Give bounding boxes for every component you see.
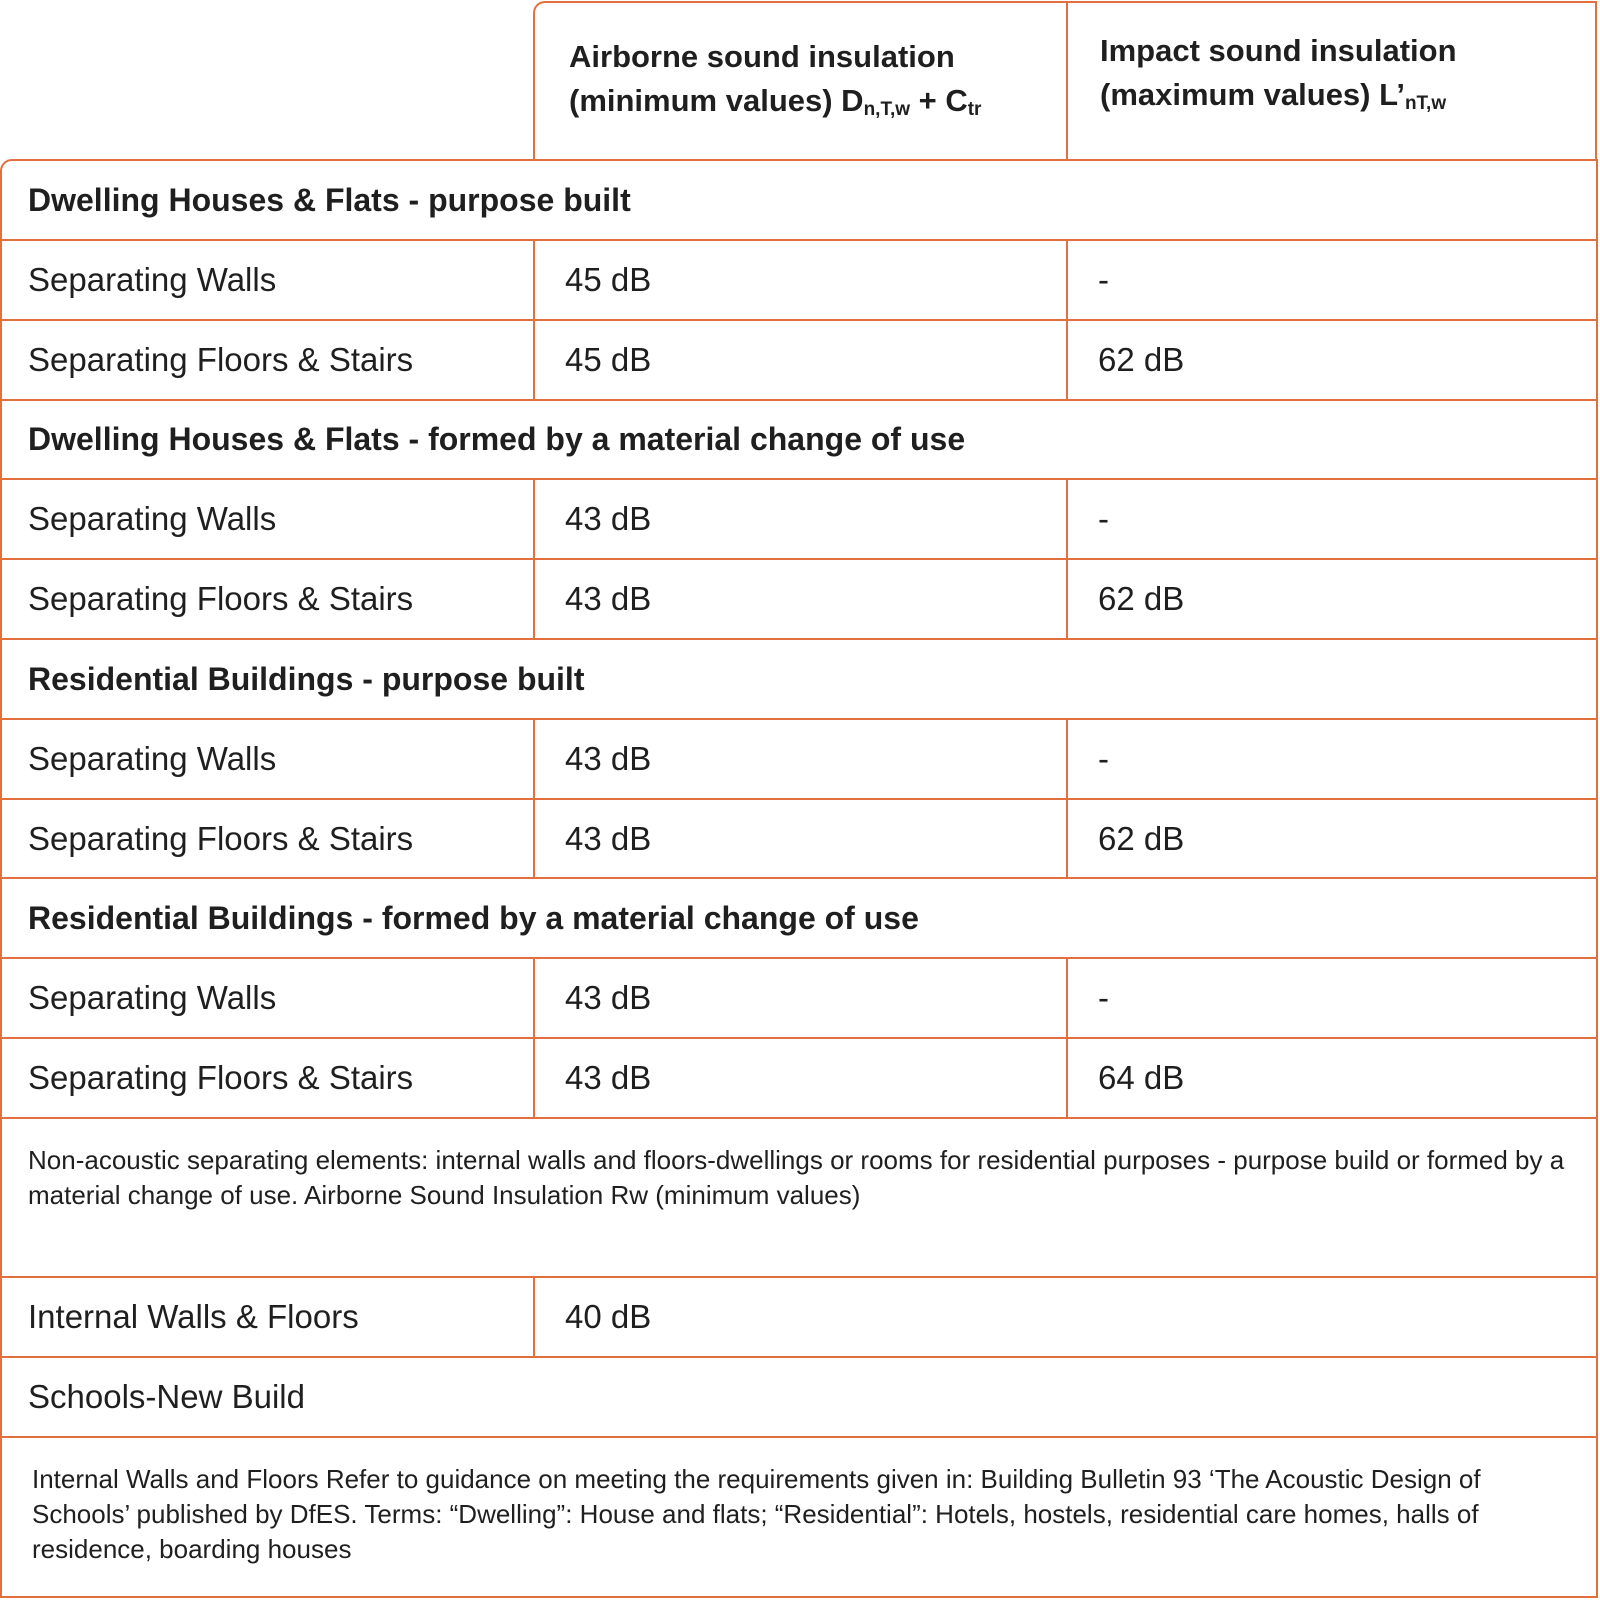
header-airborne-line2: (minimum values) $D_{n,T,w} + C_{tr}$ [569, 83, 982, 120]
row-label: Separating Floors & Stairs [2, 321, 535, 399]
row-label: Internal Walls & Floors [2, 1278, 535, 1356]
row-label: Separating Floors & Stairs [2, 1039, 535, 1117]
impact-value: - [1098, 261, 1109, 298]
impact-value: 62 dB [1098, 341, 1185, 378]
table-header [533, 1, 1597, 159]
table-row [2, 959, 1596, 1039]
note-row [2, 1119, 1596, 1278]
impact-value: 62 dB [1098, 580, 1185, 617]
airborne-value: 40 dB [565, 1298, 652, 1335]
airborne-value: 43 dB [535, 1039, 1068, 1117]
header-impact-line2: (maximum values) $L’_{nT,w}$ [1100, 77, 1447, 114]
impact-value: - [1098, 979, 1109, 1016]
row-label: Separating Walls [2, 480, 535, 558]
schools-label: Schools-New Build [28, 1378, 305, 1415]
table-row [2, 321, 1596, 401]
row-label: Separating Walls [2, 241, 535, 319]
section-row [2, 1358, 1596, 1438]
airborne-value: 43 dB [535, 800, 1068, 877]
section-row [2, 161, 1596, 241]
table-row [2, 1039, 1596, 1119]
section-title: Dwelling Houses & Flats - formed by a material change of use [28, 421, 966, 457]
table-row [2, 1278, 1596, 1358]
sound-insulation-table [0, 159, 1598, 1598]
impact-value: 62 dB [1098, 819, 1185, 857]
header-impact-line1: Impact sound insulation [1100, 33, 1457, 68]
header-impact [1100, 3, 1457, 161]
row-label: Separating Floors & Stairs [2, 800, 535, 877]
non-acoustic-note: Non-acoustic separating elements: internal walls and floors-dwellings or rooms for residential purposes - purpose build or formed by a material change of use. Airborne Sound Insulation Rw (minimum values) [28, 1145, 1565, 1210]
airborne-value: 43 dB [535, 480, 1068, 558]
row-label: Separating Floors & Stairs [2, 560, 535, 638]
impact-value: - [1098, 740, 1109, 777]
header-airborne-line1: Airborne sound insulation [569, 39, 955, 74]
section-title: Dwelling Houses & Flats - purpose built [28, 181, 631, 218]
airborne-value: 43 dB [535, 560, 1068, 638]
impact-value: 64 dB [1098, 1059, 1185, 1096]
footer-note-row [2, 1438, 1596, 1598]
header-airborne [569, 3, 981, 161]
airborne-value: 45 dB [535, 321, 1068, 399]
footer-note: Internal Walls and Floors Refer to guidance on meeting the requirements given in: Building Bulletin 93 ‘The Acoustic Design of Schools’ published by DfES. Terms: “Dwelling”: House and flats; “Residential”: Hotels, hostels, residential care homes, halls of residence, boarding houses [32, 1464, 1481, 1564]
section-row [2, 640, 1596, 720]
table-row [2, 480, 1596, 560]
airborne-value: 43 dB [535, 720, 1068, 798]
section-row [2, 401, 1596, 480]
impact-value: - [1098, 500, 1109, 537]
section-title: Residential Buildings - purpose built [28, 660, 585, 697]
row-label: Separating Walls [2, 720, 535, 798]
header-divider [1066, 3, 1068, 161]
section-row [2, 879, 1596, 959]
row-label: Separating Walls [2, 959, 535, 1037]
table-row [2, 720, 1596, 800]
airborne-value: 45 dB [535, 241, 1068, 319]
section-title: Residential Buildings - formed by a material change of use [28, 899, 919, 936]
table-row [2, 560, 1596, 640]
table-row [2, 241, 1596, 321]
airborne-value: 43 dB [535, 959, 1068, 1037]
table-row [2, 800, 1596, 879]
